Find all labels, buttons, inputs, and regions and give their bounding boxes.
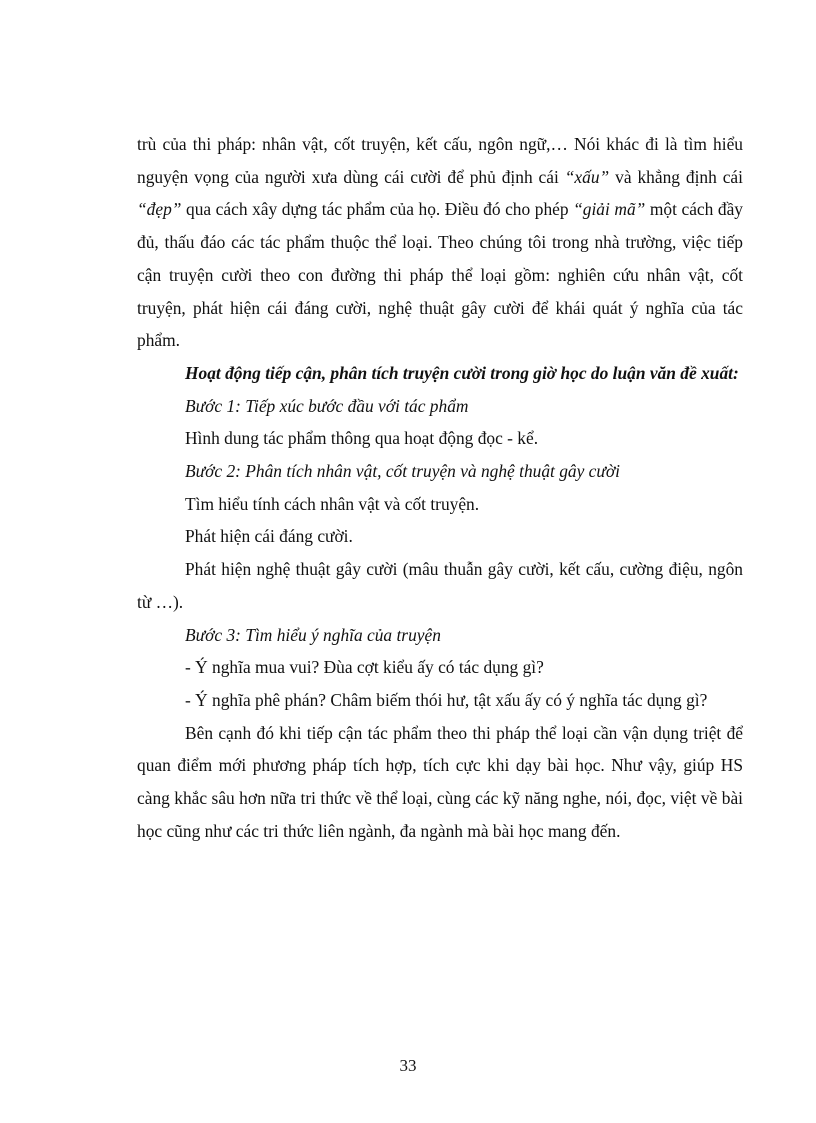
step-2-item-2: Phát hiện cái đáng cười.: [185, 526, 353, 547]
step-1-body: Hình dung tác phẩm thông qua hoạt động đọc - kể.: [185, 428, 539, 449]
quoted-term-giai-ma: “giải mã”: [573, 199, 646, 220]
step-2-title-text: Bước 2: Phân tích nhân vật, cốt truyện và nghệ thuật gây cười: [185, 461, 620, 482]
step-3-title-text: Bước 3: Tìm hiểu ý nghĩa của truyện: [185, 624, 441, 645]
text-run: một cách đầy đủ, thấu đáo các tác phẩm thuộc thể loại. Theo chúng tôi trong nhà trường, việc tiếp cận truyện cười theo con đường thi pháp thể loại gồm: nghiên cứu nhân vật, cốt truyện, phát hiện cái đáng cười, nghệ thuật gây cười để khái quát ý nghĩa của tác phẩm.: [137, 199, 744, 351]
step-3-question-1: - Ý nghĩa mua vui? Đùa cợt kiểu ấy có tác dụng gì?: [185, 657, 544, 678]
quoted-term-xau: “xấu”: [564, 166, 610, 187]
step-2-item-3: Phát hiện nghệ thuật gây cười (mâu thuẫn gây cười, kết cấu, cường điệu, ngôn từ …).: [137, 559, 743, 612]
quoted-term-dep: “đẹp”: [137, 199, 182, 220]
step-2-item-1: Tìm hiểu tính cách nhân vật và cốt truyện.: [185, 493, 480, 514]
text-run: qua cách xây dựng tác phẩm của họ. Điều đó cho phép: [181, 199, 574, 220]
paragraph-conclusion: Bên cạnh đó khi tiếp cận tác phẩm theo thi pháp thể loại cần vận dụng triệt để quan điểm mới phương pháp tích hợp, tích cực khi dạy bài học. Như vậy, giúp HS càng khắc sâu hơn nữa tri thức về thể loại, cùng các kỹ năng nghe, nói, đọc, việt về bài học cũng như các tri thức liên ngành, đa ngành mà bài học mang đến.: [137, 722, 743, 841]
text-run: trù của thi pháp: nhân vật, cốt truyện, kết cấu, ngôn ngữ,… Nói khác đi là tìm hiểu nguyện vọng của người xưa dùng cái cười để phủ định cái: [137, 134, 743, 187]
section-heading: Hoạt động tiếp cận, phân tích truyện cười trong giờ học do luận văn đề xuất:: [185, 362, 739, 383]
page-content: [137, 128, 743, 847]
step-3-title: [137, 619, 743, 652]
text-run: và khẳng định cái: [609, 166, 743, 187]
step-3-question-2: - Ý nghĩa phê phán? Châm biếm thói hư, tật xấu ấy có ý nghĩa tác dụng gì?: [185, 689, 708, 710]
paragraph-intro: [137, 128, 743, 357]
step-2-title: [137, 455, 743, 488]
step-1-title-text: Bước 1: Tiếp xúc bước đầu với tác phẩm: [185, 395, 469, 416]
page-number: 33: [399, 1056, 417, 1075]
step-1-title: [137, 390, 743, 423]
